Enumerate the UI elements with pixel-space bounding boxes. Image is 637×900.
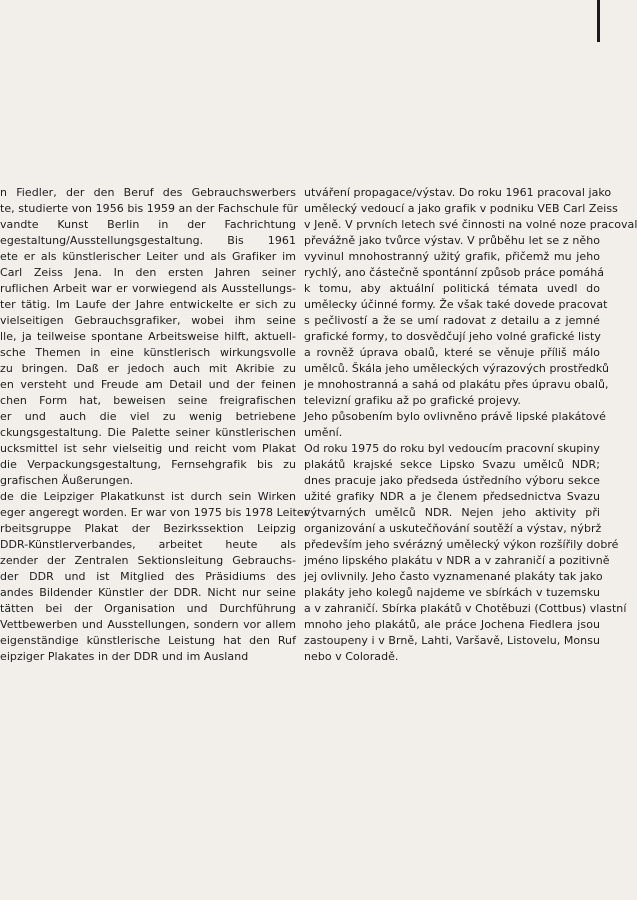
czech-text-column	[304, 185, 637, 665]
text-line: výtvarných umělců NDR. Nejen jeho aktivity při	[304, 506, 600, 519]
text-line: k tomu, aby aktuální politická témata uvedl do	[304, 282, 600, 295]
text-line: vielseitigen Gebrauchsgrafiker, wobei ihm seine	[0, 314, 296, 327]
text-line: en versteht und Freude am Detail und der feinen	[0, 378, 296, 391]
text-line: umění.	[304, 426, 343, 439]
text-line: ete er als künstlerischer Leiter und als Grafiker im	[0, 250, 296, 263]
text-line: v Jeně. V prvních letech své činnosti na volné noze pracoval	[304, 218, 637, 231]
text-line: chen Form hat, beweisen seine freigrafischen	[0, 394, 296, 407]
text-line: je mnohostranná a sahá od plakátu přes úpravu obalů,	[304, 378, 609, 391]
text-line: Carl Zeiss Jena. In den ersten Jahren seiner	[0, 266, 296, 279]
text-line: a v zahraničí. Sbírka plakátů v Chotěbuzi (Cottbus) vlastní	[304, 602, 627, 615]
text-line: andes Bildender Künstler der DDR. Nicht nur seine	[0, 586, 296, 599]
text-line: plakáty jeho kolegů najdeme ve sbírkách v tuzemsku	[304, 586, 600, 599]
text-line: utváření propagace/výstav. Do roku 1961 pracoval jako	[304, 186, 612, 199]
text-line: ter tätig. Im Laufe der Jahre entwickelte er sich zu	[0, 298, 296, 311]
text-line: grafischen Äußerungen.	[0, 474, 134, 487]
text-line: der DDR und ist Mitglied des Präsidiums des	[0, 570, 296, 583]
text-line: užité grafiky NDR a je členem předsednictva Svazu	[304, 490, 600, 503]
text-line: umělecky účinné formy. Že však také dovede pracovat	[304, 298, 608, 311]
text-line: umělců. Škála jeho uměleckých výrazových prostředků	[304, 362, 610, 375]
text-line: převážně jako tvůrce výstav. V průběhu let se z něho	[304, 234, 600, 247]
text-line: DDR-Künstlerverbandes, arbeitet heute als	[0, 538, 296, 551]
text-line: zastoupeny i v Brně, Lahti, Varšavě, Listovelu, Monsu	[304, 634, 600, 647]
text-line: s pečlivostí a že se umí radovat z detailu a z jemné	[304, 314, 600, 327]
text-line: televizní grafiku až po grafické projevy.	[304, 394, 521, 407]
text-line: především jeho svérázný umělecký výkon rozšířily dobré	[304, 538, 619, 551]
text-line: die Verpackungsgestaltung, Fernsehgrafik bis zu	[0, 458, 296, 471]
text-line: de die Leipziger Plakatkunst ist durch sein Wirken	[0, 490, 296, 503]
page-edge-mark	[597, 0, 600, 42]
text-line: rychlý, ano částečně spontánní způsob práce pomáhá	[304, 266, 605, 279]
text-line: tätten bei der Organisation und Durchführung	[0, 602, 296, 615]
text-line: Jeho působením bylo ovlivněno právě lipské plakátové	[304, 410, 606, 423]
text-line: ckungsgestaltung. Die Palette seiner künstlerischen	[0, 426, 296, 439]
text-line: a rovněž úprava obalů, které se věnuje příliš málo	[304, 346, 600, 359]
text-line: nebo v Coloradě.	[304, 650, 399, 663]
text-line: eigenständige künstlerische Leistung hat den Ruf	[0, 634, 296, 647]
text-line: jej ovlivnily. Jeho často vyznamenané plakáty tak jako	[304, 570, 603, 583]
text-line: ruflichen Arbeit war er vorwiegend als Ausstellungs-	[0, 282, 296, 295]
text-line: jméno lipského plakátu v NDR a v zahraničí a pozitivně	[304, 554, 610, 567]
text-line: grafické formy, to dosvědčují jeho volné grafické listy	[304, 330, 601, 343]
text-line: eger angeregt worden. Er war von 1975 bis 1978 Leiter	[0, 506, 309, 519]
text-line: vandte Kunst Berlin in der Fachrichtung	[0, 218, 296, 231]
text-line: plakátů krajské sekce Lipsko Svazu umělců NDR;	[304, 458, 600, 471]
text-line: organizování a uskutečňování soutěží a výstav, nýbrž	[304, 522, 602, 535]
text-line: zender der Zentralen Sektionsleitung Gebrauchs-	[0, 554, 296, 567]
text-line: vyvinul mnohostranný užitý grafik, přičemž mu jeho	[304, 250, 600, 263]
text-line: Vettbewerben und Ausstellungen, sondern vor allem	[0, 618, 296, 631]
text-line: dnes pracuje jako předseda ústředního výboru sekce	[304, 474, 600, 487]
text-line: sche Themen in eine künstlerisch wirkungsvolle	[0, 346, 296, 359]
text-line: n Fiedler, der den Beruf des Gebrauchswerbers	[0, 186, 296, 199]
text-line: te, studierte von 1956 bis 1959 an der Fachschule für	[0, 202, 299, 215]
text-line: Od roku 1975 do roku byl vedoucím pracovní skupiny	[304, 442, 600, 455]
text-line: egestaltung/Ausstellungsgestaltung. Bis 1961	[0, 234, 296, 247]
text-line: mnoho jeho plakátů, ale práce Jochena Fiedlera jsou	[304, 618, 600, 631]
text-line: rbeitsgruppe Plakat der Bezirkssektion Leipzig	[0, 522, 296, 535]
text-line: lle, ja teilweise spontane Arbeitsweise hilft, aktuell-	[0, 330, 296, 343]
text-line: umělecký vedoucí a jako grafik v podniku VEB Carl Zeiss	[304, 202, 618, 215]
text-line: zu bringen. Daß er jedoch auch mit Akribie zu	[0, 362, 296, 375]
german-text-column	[0, 185, 309, 665]
text-line: ucksmittel ist sehr vielseitig und reicht vom Plakat	[0, 442, 296, 455]
text-line: eipziger Plakates in der DDR und im Ausland	[0, 650, 249, 663]
text-line: er und auch die viel zu wenig betriebene	[0, 410, 296, 423]
